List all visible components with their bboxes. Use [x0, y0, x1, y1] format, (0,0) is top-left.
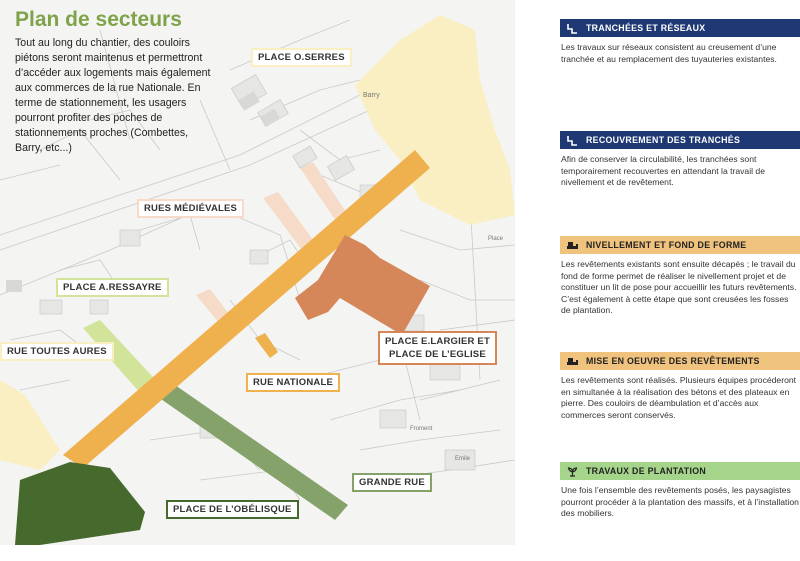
map-intro-text: Tout au long du chantier, des couloirs piétons seront maintenus et permettront d’accéder aux logements mais également aux commerces de la rue Nationale. En terme de stationnement, les usagers pourront profiter des poches de stationnements proches (Combettes, Barry, etc...): [15, 37, 211, 154]
label-grande-rue: GRANDE RUE: [352, 473, 432, 492]
phase-header-1: [560, 19, 800, 37]
label-rue-nationale: RUE NATIONALE: [246, 373, 340, 392]
street-name-emile: Emile: [455, 456, 471, 462]
label-rues-medievales: RUES MÉDIÉVALES: [137, 199, 244, 218]
phase-text-3: Les revêtements existants sont ensuite décapés ; le travail du fond de forme permet de réaliser le nivellement projet et de constituer un lit de pose pour accueillir les futurs revêtements. C’est également à cette étape que sont creusées les fosses de plantation.: [561, 259, 797, 315]
phase-panel-1: [560, 19, 800, 65]
phase-header-3: [560, 236, 800, 254]
bulldozer-icon: [566, 239, 578, 251]
phase-text-1: Les travaux sur réseaux consistent au creusement d’une tranchée et au remplacement des tuyauteries existantes.: [561, 42, 777, 64]
phase-text-5: Une fois l’ensemble des revêtements posés, les paysagistes pourront procéder à la plantation des massifs, et à l’installation des mobiliers.: [561, 485, 799, 518]
label-rue-toutes-aures: RUE TOUTES AURES: [0, 342, 114, 361]
phase-title-5: TRAVAUX DE PLANTATION: [586, 466, 707, 476]
trench-icon: [566, 22, 578, 34]
place-obelisque-zone: [15, 462, 145, 545]
rue-nationale-spur: [255, 333, 278, 358]
phase-header-2: [560, 131, 800, 149]
label-place-elargier-line2: PLACE DE L’EGLISE: [389, 349, 486, 360]
phase-panel-4: [560, 352, 800, 421]
bulldozer-icon: [566, 355, 578, 367]
trench-icon: [566, 134, 578, 146]
label-place-elargier-line1: PLACE E.LARGIER ET: [385, 336, 490, 347]
phase-title-4: MISE EN OEUVRE DES REVÊTEMENTS: [586, 356, 760, 366]
phase-header-5: [560, 462, 800, 480]
label-place-oserres: PLACE O.SERRES: [251, 48, 352, 67]
street-name-barry: Barry: [363, 92, 380, 99]
phase-panel-5: [560, 462, 800, 520]
phase-text-4: Les revêtements sont réalisés. Plusieurs équipes procéderont en simultanée à la réalisation des bétons et des plateaux en pierre. Des couloirs de déambulation et d’accès aux commerces seront conservés.: [561, 375, 797, 420]
phase-title-1: TRANCHÉES ET RÉSEAUX: [586, 23, 706, 33]
map-title: Plan de secteurs: [15, 8, 182, 31]
phase-panel-2: [560, 131, 800, 189]
rue-toutes-aures-strip: [0, 380, 60, 470]
street-name-place: Place: [488, 236, 504, 242]
phase-title-3: NIVELLEMENT ET FOND DE FORME: [586, 240, 747, 250]
label-place-elargier: [378, 331, 497, 365]
phase-title-2: RECOUVREMENT DES TRANCHÉS: [586, 135, 741, 145]
street-name-froment: Froment: [410, 426, 433, 432]
plant-icon: [566, 465, 578, 477]
phase-text-2: Afin de conserver la circulabilité, les tranchées sont temporairement recouvertes en attendant la travail de nivellement et de revêtement.: [561, 154, 765, 187]
label-place-obelisque: PLACE DE L’OBÉLISQUE: [166, 500, 299, 519]
phase-header-4: [560, 352, 800, 370]
phase-panel-3: [560, 236, 800, 317]
label-place-aressayre: PLACE A.RESSAYRE: [56, 278, 169, 297]
